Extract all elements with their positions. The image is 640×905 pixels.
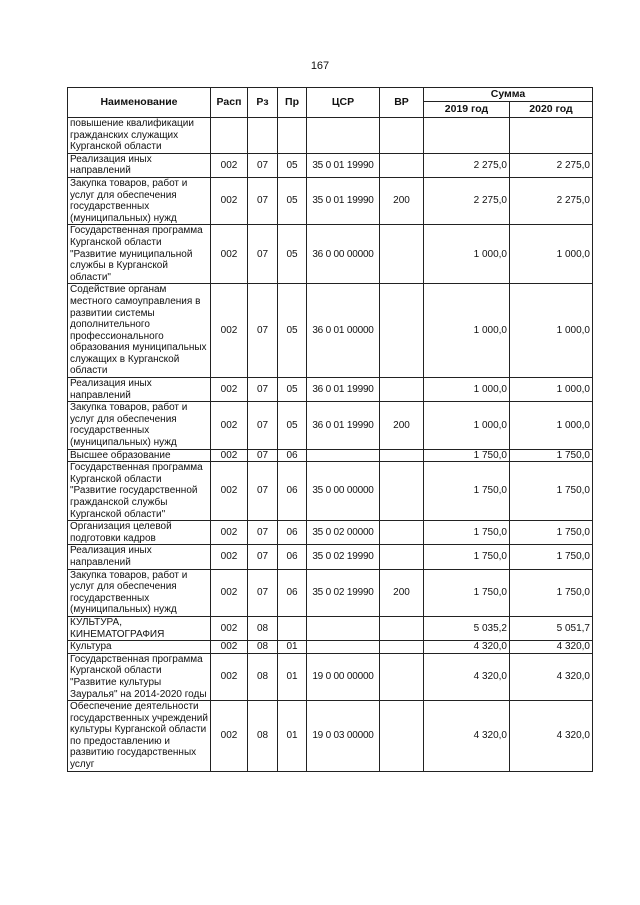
cell-sum-2019: 1 000,0 [424, 225, 510, 284]
cell-rasp: 002 [211, 569, 248, 616]
cell-sum-2020: 1 000,0 [510, 284, 593, 378]
table-row [68, 569, 593, 616]
table-row [68, 378, 593, 402]
cell-rasp: 002 [211, 449, 248, 462]
cell-vr [380, 641, 424, 654]
cell-pr: 06 [278, 545, 307, 569]
cell-rasp: 002 [211, 378, 248, 402]
cell-pr: 05 [278, 225, 307, 284]
cell-rz: 08 [248, 616, 278, 640]
cell-pr: 06 [278, 521, 307, 545]
cell-pr: 05 [278, 284, 307, 378]
cell-vr [380, 521, 424, 545]
cell-sum-2020: 1 000,0 [510, 378, 593, 402]
cell-vr [380, 225, 424, 284]
cell-pr: 01 [278, 701, 307, 772]
column-header-name: Наименование [68, 88, 211, 118]
column-header-rz: Рз [248, 88, 278, 118]
cell-sum-2020: 1 750,0 [510, 462, 593, 521]
cell-name: Государственная программа Курганской области "Развитие государственной гражданской службы Курганской области" [68, 462, 211, 521]
column-header-rasp: Расп [211, 88, 248, 118]
cell-rz: 07 [248, 153, 278, 177]
cell-pr: 05 [278, 153, 307, 177]
column-header-pr: Пр [278, 88, 307, 118]
cell-pr: 05 [278, 402, 307, 449]
cell-vr: 200 [380, 177, 424, 224]
cell-sum-2019: 1 750,0 [424, 569, 510, 616]
cell-rz: 07 [248, 521, 278, 545]
table-row [68, 177, 593, 224]
cell-name: Высшее образование [68, 449, 211, 462]
cell-sum-2019: 1 000,0 [424, 402, 510, 449]
table-row [68, 701, 593, 772]
cell-sum-2019: 4 320,0 [424, 653, 510, 700]
cell-name: Закупка товаров, работ и услуг для обеспечения государственных (муниципальных) нужд [68, 402, 211, 449]
cell-pr: 06 [278, 462, 307, 521]
cell-name: Культура [68, 641, 211, 654]
cell-csr [307, 616, 380, 640]
cell-rz: 07 [248, 462, 278, 521]
cell-sum-2019: 1 750,0 [424, 449, 510, 462]
cell-csr: 19 0 03 00000 [307, 701, 380, 772]
cell-name: Содействие органам местного самоуправления в развитии системы дополнительного профессионального образования муниципальных служащих в Курганской области [68, 284, 211, 378]
cell-pr: 05 [278, 378, 307, 402]
table-row [68, 225, 593, 284]
cell-rasp: 002 [211, 402, 248, 449]
cell-sum-2020: 1 750,0 [510, 569, 593, 616]
table-row [68, 641, 593, 654]
cell-sum-2020: 4 320,0 [510, 701, 593, 772]
cell-sum-2019: 2 275,0 [424, 153, 510, 177]
cell-sum-2020 [510, 118, 593, 154]
cell-rz [248, 118, 278, 154]
cell-sum-2019: 1 750,0 [424, 521, 510, 545]
cell-name: Закупка товаров, работ и услуг для обеспечения государственных (муниципальных) нужд [68, 177, 211, 224]
table-row [68, 521, 593, 545]
cell-rasp: 002 [211, 153, 248, 177]
cell-sum-2019 [424, 118, 510, 154]
column-header-csr: ЦСР [307, 88, 380, 118]
column-header-2020: 2020 год [510, 102, 593, 118]
cell-rz: 07 [248, 378, 278, 402]
cell-rasp: 002 [211, 641, 248, 654]
cell-rasp: 002 [211, 616, 248, 640]
cell-vr [380, 449, 424, 462]
cell-pr: 06 [278, 569, 307, 616]
cell-pr [278, 118, 307, 154]
cell-sum-2020: 1 000,0 [510, 225, 593, 284]
cell-vr [380, 378, 424, 402]
cell-pr: 06 [278, 449, 307, 462]
cell-rasp: 002 [211, 225, 248, 284]
cell-sum-2019: 1 750,0 [424, 545, 510, 569]
cell-sum-2020: 1 750,0 [510, 449, 593, 462]
cell-rz: 07 [248, 225, 278, 284]
cell-vr [380, 153, 424, 177]
cell-rz: 07 [248, 284, 278, 378]
cell-csr: 36 0 01 19990 [307, 378, 380, 402]
cell-csr: 36 0 01 00000 [307, 284, 380, 378]
cell-name: Реализация иных направлений [68, 545, 211, 569]
header-row-1 [68, 88, 593, 102]
cell-vr [380, 284, 424, 378]
cell-rz: 08 [248, 701, 278, 772]
cell-vr [380, 462, 424, 521]
cell-csr: 35 0 02 19990 [307, 545, 380, 569]
cell-sum-2020: 1 750,0 [510, 545, 593, 569]
cell-vr [380, 616, 424, 640]
cell-rz: 08 [248, 653, 278, 700]
table-row [68, 653, 593, 700]
cell-csr: 35 0 02 19990 [307, 569, 380, 616]
table-row [68, 153, 593, 177]
cell-csr: 35 0 02 00000 [307, 521, 380, 545]
cell-rasp [211, 118, 248, 154]
column-header-2019: 2019 год [424, 102, 510, 118]
cell-sum-2020: 5 051,7 [510, 616, 593, 640]
cell-rz: 07 [248, 449, 278, 462]
cell-sum-2019: 2 275,0 [424, 177, 510, 224]
cell-pr: 05 [278, 177, 307, 224]
cell-vr [380, 701, 424, 772]
column-header-vr: ВР [380, 88, 424, 118]
table-row [68, 616, 593, 640]
cell-rz: 07 [248, 545, 278, 569]
cell-csr [307, 449, 380, 462]
cell-sum-2019: 1 000,0 [424, 284, 510, 378]
cell-csr: 35 0 01 19990 [307, 177, 380, 224]
cell-sum-2019: 5 035,2 [424, 616, 510, 640]
cell-rz: 07 [248, 402, 278, 449]
cell-csr: 35 0 00 00000 [307, 462, 380, 521]
cell-sum-2020: 2 275,0 [510, 177, 593, 224]
cell-rz: 07 [248, 569, 278, 616]
cell-sum-2019: 1 750,0 [424, 462, 510, 521]
cell-vr: 200 [380, 569, 424, 616]
table-row [68, 118, 593, 154]
cell-sum-2020: 2 275,0 [510, 153, 593, 177]
cell-csr [307, 118, 380, 154]
page-number: 167 [310, 60, 330, 72]
table-row [68, 449, 593, 462]
cell-pr: 01 [278, 641, 307, 654]
cell-rasp: 002 [211, 462, 248, 521]
budget-table [67, 87, 593, 772]
cell-sum-2019: 1 000,0 [424, 378, 510, 402]
cell-name: Обеспечение деятельности государственных учреждений культуры Курганской области по предоставлению и развитию государственных услуг [68, 701, 211, 772]
cell-csr: 19 0 00 00000 [307, 653, 380, 700]
cell-csr [307, 641, 380, 654]
table-row [68, 462, 593, 521]
table-body [68, 118, 593, 772]
cell-rz: 08 [248, 641, 278, 654]
cell-rasp: 002 [211, 545, 248, 569]
cell-rasp: 002 [211, 284, 248, 378]
table-row [68, 402, 593, 449]
table-row [68, 284, 593, 378]
cell-sum-2020: 4 320,0 [510, 653, 593, 700]
cell-rasp: 002 [211, 701, 248, 772]
cell-sum-2019: 4 320,0 [424, 641, 510, 654]
table-row [68, 545, 593, 569]
cell-csr: 36 0 00 00000 [307, 225, 380, 284]
cell-pr: 01 [278, 653, 307, 700]
cell-vr [380, 118, 424, 154]
cell-name: Реализация иных направлений [68, 378, 211, 402]
cell-name: Реализация иных направлений [68, 153, 211, 177]
cell-rasp: 002 [211, 653, 248, 700]
cell-name: КУЛЬТУРА, КИНЕМАТОГРАФИЯ [68, 616, 211, 640]
column-header-sum: Сумма [424, 88, 593, 102]
cell-vr [380, 545, 424, 569]
cell-sum-2019: 4 320,0 [424, 701, 510, 772]
cell-name: Государственная программа Курганской области "Развитие культуры Зауралья" на 2014-2020 годы [68, 653, 211, 700]
cell-pr [278, 616, 307, 640]
cell-rz: 07 [248, 177, 278, 224]
cell-sum-2020: 1 750,0 [510, 521, 593, 545]
cell-vr [380, 653, 424, 700]
cell-csr: 35 0 01 19990 [307, 153, 380, 177]
cell-name: Закупка товаров, работ и услуг для обеспечения государственных (муниципальных) нужд [68, 569, 211, 616]
cell-vr: 200 [380, 402, 424, 449]
cell-csr: 36 0 01 19990 [307, 402, 380, 449]
cell-name: повышение квалификации гражданских служащих Курганской области [68, 118, 211, 154]
cell-rasp: 002 [211, 177, 248, 224]
cell-rasp: 002 [211, 521, 248, 545]
cell-sum-2020: 4 320,0 [510, 641, 593, 654]
cell-sum-2020: 1 000,0 [510, 402, 593, 449]
cell-name: Организация целевой подготовки кадров [68, 521, 211, 545]
cell-name: Государственная программа Курганской области "Развитие муниципальной службы в Курганской области" [68, 225, 211, 284]
